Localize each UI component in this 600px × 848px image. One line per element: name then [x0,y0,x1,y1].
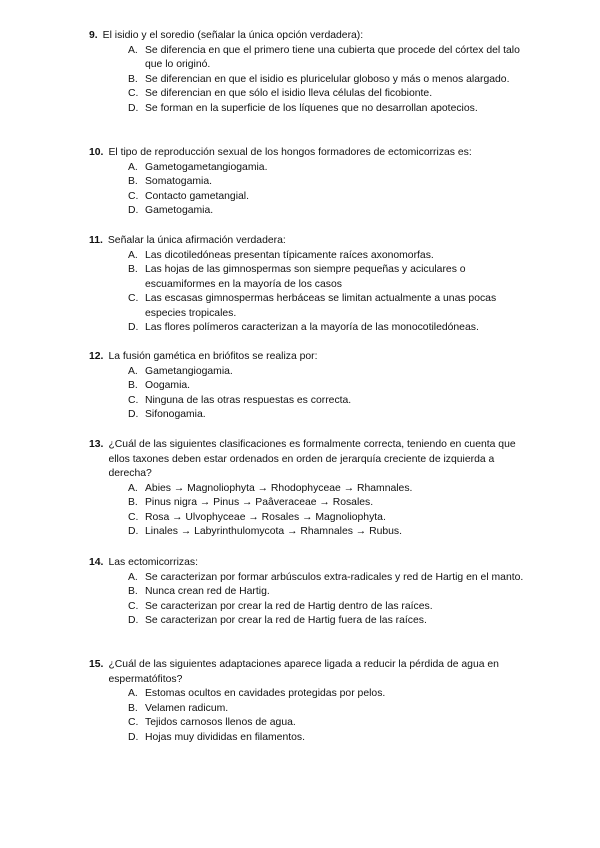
option-b[interactable]: B. Nunca crean red de Hartig. [128,586,270,597]
question-11 [89,234,529,336]
option-b[interactable]: B. Se diferencian en que el isidio es pluricelular globoso y más o menos alargado. [128,73,510,85]
question-stem [89,234,529,249]
options-list [128,44,529,117]
question-15 [89,658,529,745]
question-text: La fusión gamética en briófitos se realiza por: [108,351,318,362]
question-number: 15. [89,659,104,670]
option-d[interactable]: D. Hojas muy divididas en filamentos. [128,731,305,743]
question-text: ¿Cuál de las siguientes clasificaciones es formalmente correcta, teniendo en cuenta que ellos taxones deben estar ordenados en orden de jerarquía creciente de izquierda a derecha? [108,439,516,479]
option-d[interactable]: D. Sifonogamia. [128,409,206,420]
option-b[interactable]: B. Oogamia. [128,380,191,391]
question-14 [89,556,529,629]
question-number: 10. [89,147,104,158]
question-9 [89,29,529,116]
option-c[interactable]: C. Rosa → Ulvophyceae → Rosales → Magnoliophyta. [128,511,386,523]
option-b[interactable]: B. Velamen radicum. [128,702,229,714]
question-stem [89,29,529,44]
question-text: El tipo de reproducción sexual de los hongos formadores de ectomicorrizas es: [108,147,472,158]
option-c[interactable]: C. Las escasas gimnospermas herbáceas se limitan actualmente a unas pocas especies tropicales. [128,293,497,319]
question-stem [89,658,529,687]
question-10 [89,146,529,219]
option-c[interactable]: C. Contacto gametangial. [128,190,249,202]
question-13 [89,438,529,540]
options-list [128,482,529,540]
option-d[interactable]: D. Las flores polímeros caracterizan a la mayoría de las monocotiledóneas. [128,322,479,333]
question-number: 13. [89,439,104,450]
option-b[interactable]: B. Las hojas de las gimnospermas son siempre pequeñas y aciculares o escuamiformes en la mayoría de los casos [128,264,466,290]
option-c[interactable]: C. Ninguna de las otras respuestas es correcta. [128,394,352,406]
question-stem [89,556,529,571]
option-d[interactable]: D. Gametogamia. [128,205,214,216]
question-stem [89,350,529,365]
options-list [128,161,529,219]
option-d[interactable]: D. Se forman en la superficie de los líquenes que no desarrollan apotecios. [128,102,478,114]
option-a[interactable]: A. Las dicotiledóneas presentan típicamente raíces axonomorfas. [128,249,434,261]
question-text: Las ectomicorrizas: [108,557,198,568]
option-b[interactable]: B. Somatogamia. [128,176,212,187]
question-12 [89,350,529,423]
question-number: 12. [89,351,104,362]
options-list [128,687,529,745]
option-c[interactable]: C. Se diferencian en que sólo el isidio lleva células del ficobionte. [128,88,433,99]
option-d[interactable]: D. Linales → Labyrinthulomycota → Rhamnales → Rubus. [128,526,403,537]
option-a[interactable]: A. Se diferencia en que el primero tiene una cubierta que procede del córtex del talo que lo originó. [128,44,520,70]
question-stem [89,146,529,161]
question-text: El isidio y el soredio (señalar la única opción verdadera): [102,30,364,41]
question-number: 14. [89,557,104,568]
question-stem [89,438,529,482]
option-a[interactable]: A. Gametogametangiogamia. [128,161,268,173]
option-a[interactable]: A. Estomas ocultos en cavidades protegidas por pelos. [128,688,386,699]
question-number: 9. [89,30,98,41]
option-a[interactable]: A. Abies → Magnoliophyta → Rhodophyceae → Rhamnales. [128,482,413,494]
question-text: Señalar la única afirmación verdadera: [107,235,286,246]
question-number: 11. [89,235,103,246]
option-b[interactable]: B. Pinus nigra → Pinus → Paâveraceae → Rosales. [128,497,374,508]
option-c[interactable]: C. Tejidos carnosos llenos de agua. [128,717,296,728]
options-list [128,249,529,336]
options-list [128,571,529,629]
option-d[interactable]: D. Se caracterizan por crear la red de Hartig fuera de las raíces. [128,615,427,626]
question-text: ¿Cuál de las siguientes adaptaciones aparece ligada a reducir la pérdida de agua en espermatófitos? [108,659,499,685]
option-c[interactable]: C. Se caracterizan por crear la red de Hartig dentro de las raíces. [128,600,433,612]
option-a[interactable]: A. Gametangiogamia. [128,365,233,377]
option-a[interactable]: A. Se caracterizan por formar arbúsculos extra-radicales y red de Hartig en el manto. [128,571,524,583]
options-list [128,365,529,423]
